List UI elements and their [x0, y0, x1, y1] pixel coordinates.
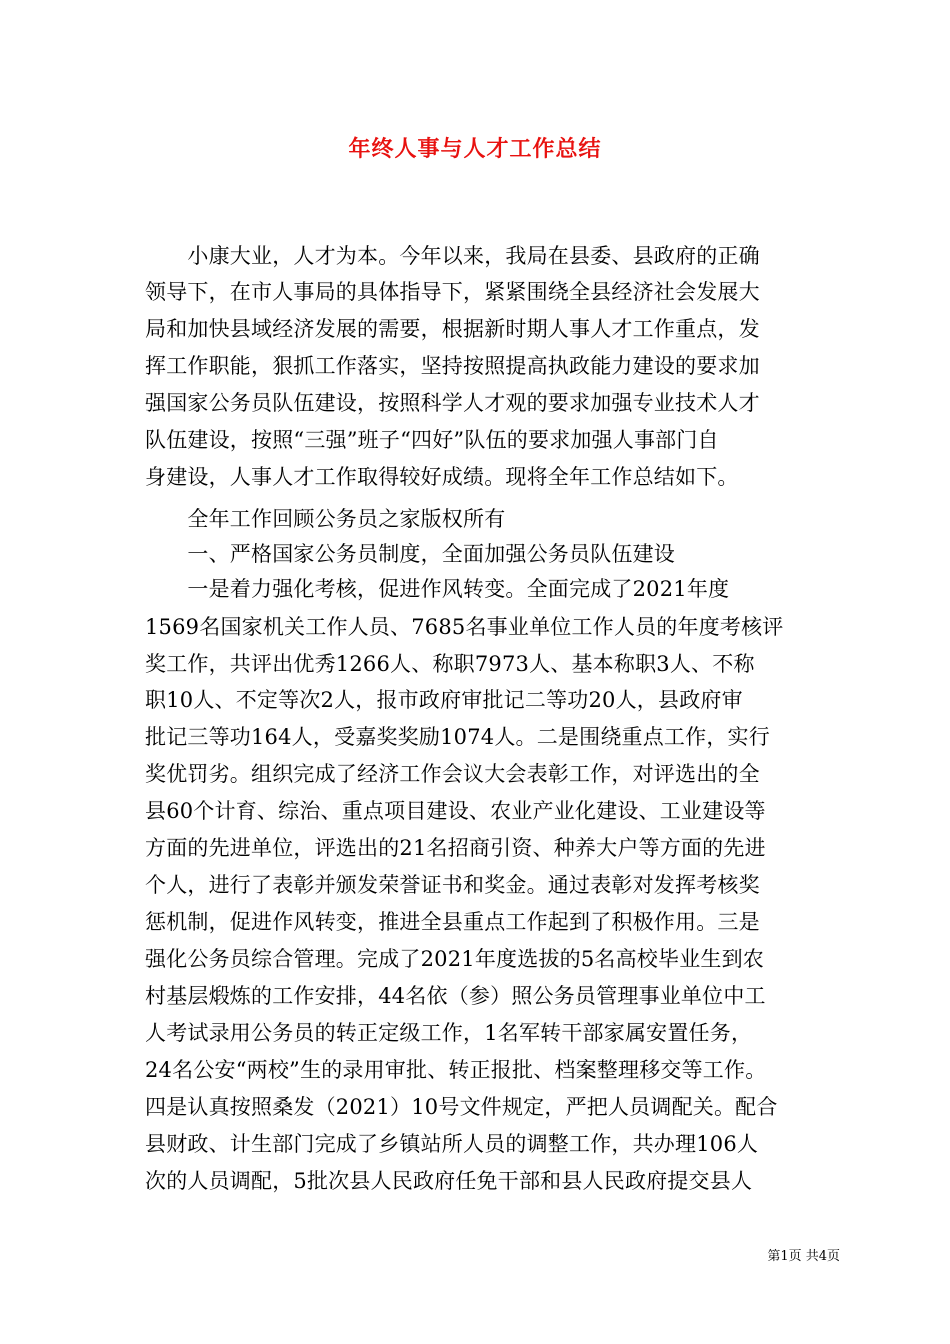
body-line: 全年工作回顾公务员之家版权所有: [145, 507, 506, 531]
body-line: 1569名国家机关工作人员、7685名事业单位工作人员的年度考核评: [145, 615, 784, 639]
body-line: 队伍建设，按照“三强”班子“四好”队伍的要求加强人事部门自: [145, 428, 719, 452]
body-line: 职10人、不定等次2人，报市政府审批记二等功20人，县政府审: [145, 688, 743, 712]
body-line: 局和加快县域经济发展的需要，根据新时期人事人才工作重点，发: [145, 317, 760, 341]
body-line: 惩机制，促进作风转变，推进全县重点工作起到了积极作用。三是: [145, 910, 760, 934]
section-heading: 一、严格国家公务员制度，全面加强公务员队伍建设: [145, 542, 675, 566]
body-line: 领导下，在市人事局的具体指导下，紧紧围绕全县经济社会发展大: [145, 280, 760, 304]
body-line: 四是认真按照桑发（2021）10号文件规定，严把人员调配关。配合: [145, 1095, 778, 1119]
body-line: 强国家公务员队伍建设，按照科学人才观的要求加强专业技术人才: [145, 391, 760, 415]
body-line: 县财政、计生部门完成了乡镇站所人员的调整工作，共办理106人: [145, 1132, 759, 1156]
body-line: 奖工作，共评出优秀1266人、称职7973人、基本称职3人、不称: [145, 652, 755, 676]
body-line: 奖优罚劣。组织完成了经济工作会议大会表彰工作，对评选出的全: [145, 762, 760, 786]
page-number: 第1页 共4页: [767, 1249, 840, 1264]
body-line: 身建设，人事人才工作取得较好成绩。现将全年工作总结如下。: [145, 465, 739, 489]
body-line: 人考试录用公务员的转正定级工作，1名军转干部家属安置任务，: [145, 1021, 753, 1045]
body-line: 强化公务员综合管理。完成了2021年度选拔的5名高校毕业生到农: [145, 947, 765, 971]
body-line: 县60个计育、综治、重点项目建设、农业产业化建设、工业建设等: [145, 799, 766, 823]
body-line: 次的人员调配，5批次县人民政府任免干部和县人民政府提交县人: [145, 1169, 753, 1193]
body-line: 小康大业，人才为本。今年以来，我局在县委、县政府的正确: [145, 244, 760, 268]
body-line: 挥工作职能，狠抓工作落实，坚持按照提高执政能力建设的要求加: [145, 354, 760, 378]
body-line: 批记三等功164人，受嘉奖奖励1074人。二是围绕重点工作，实行: [145, 725, 770, 749]
body-line: 一是着力强化考核，促进作风转变。全面完成了2021年度: [145, 577, 730, 601]
body-line: 24名公安“两校”生的录用审批、转正报批、档案整理移交等工作。: [145, 1058, 767, 1082]
body-line: 个人，进行了表彰并颁发荣誉证书和奖金。通过表彰对发挥考核奖: [145, 873, 760, 897]
document-title: 年终人事与人才工作总结: [348, 136, 602, 162]
body-line: 方面的先进单位，评选出的21名招商引资、种养大户等方面的先进: [145, 836, 766, 860]
body-line: 村基层煅炼的工作安排，44名依（参）照公务员管理事业单位中工: [145, 984, 766, 1008]
